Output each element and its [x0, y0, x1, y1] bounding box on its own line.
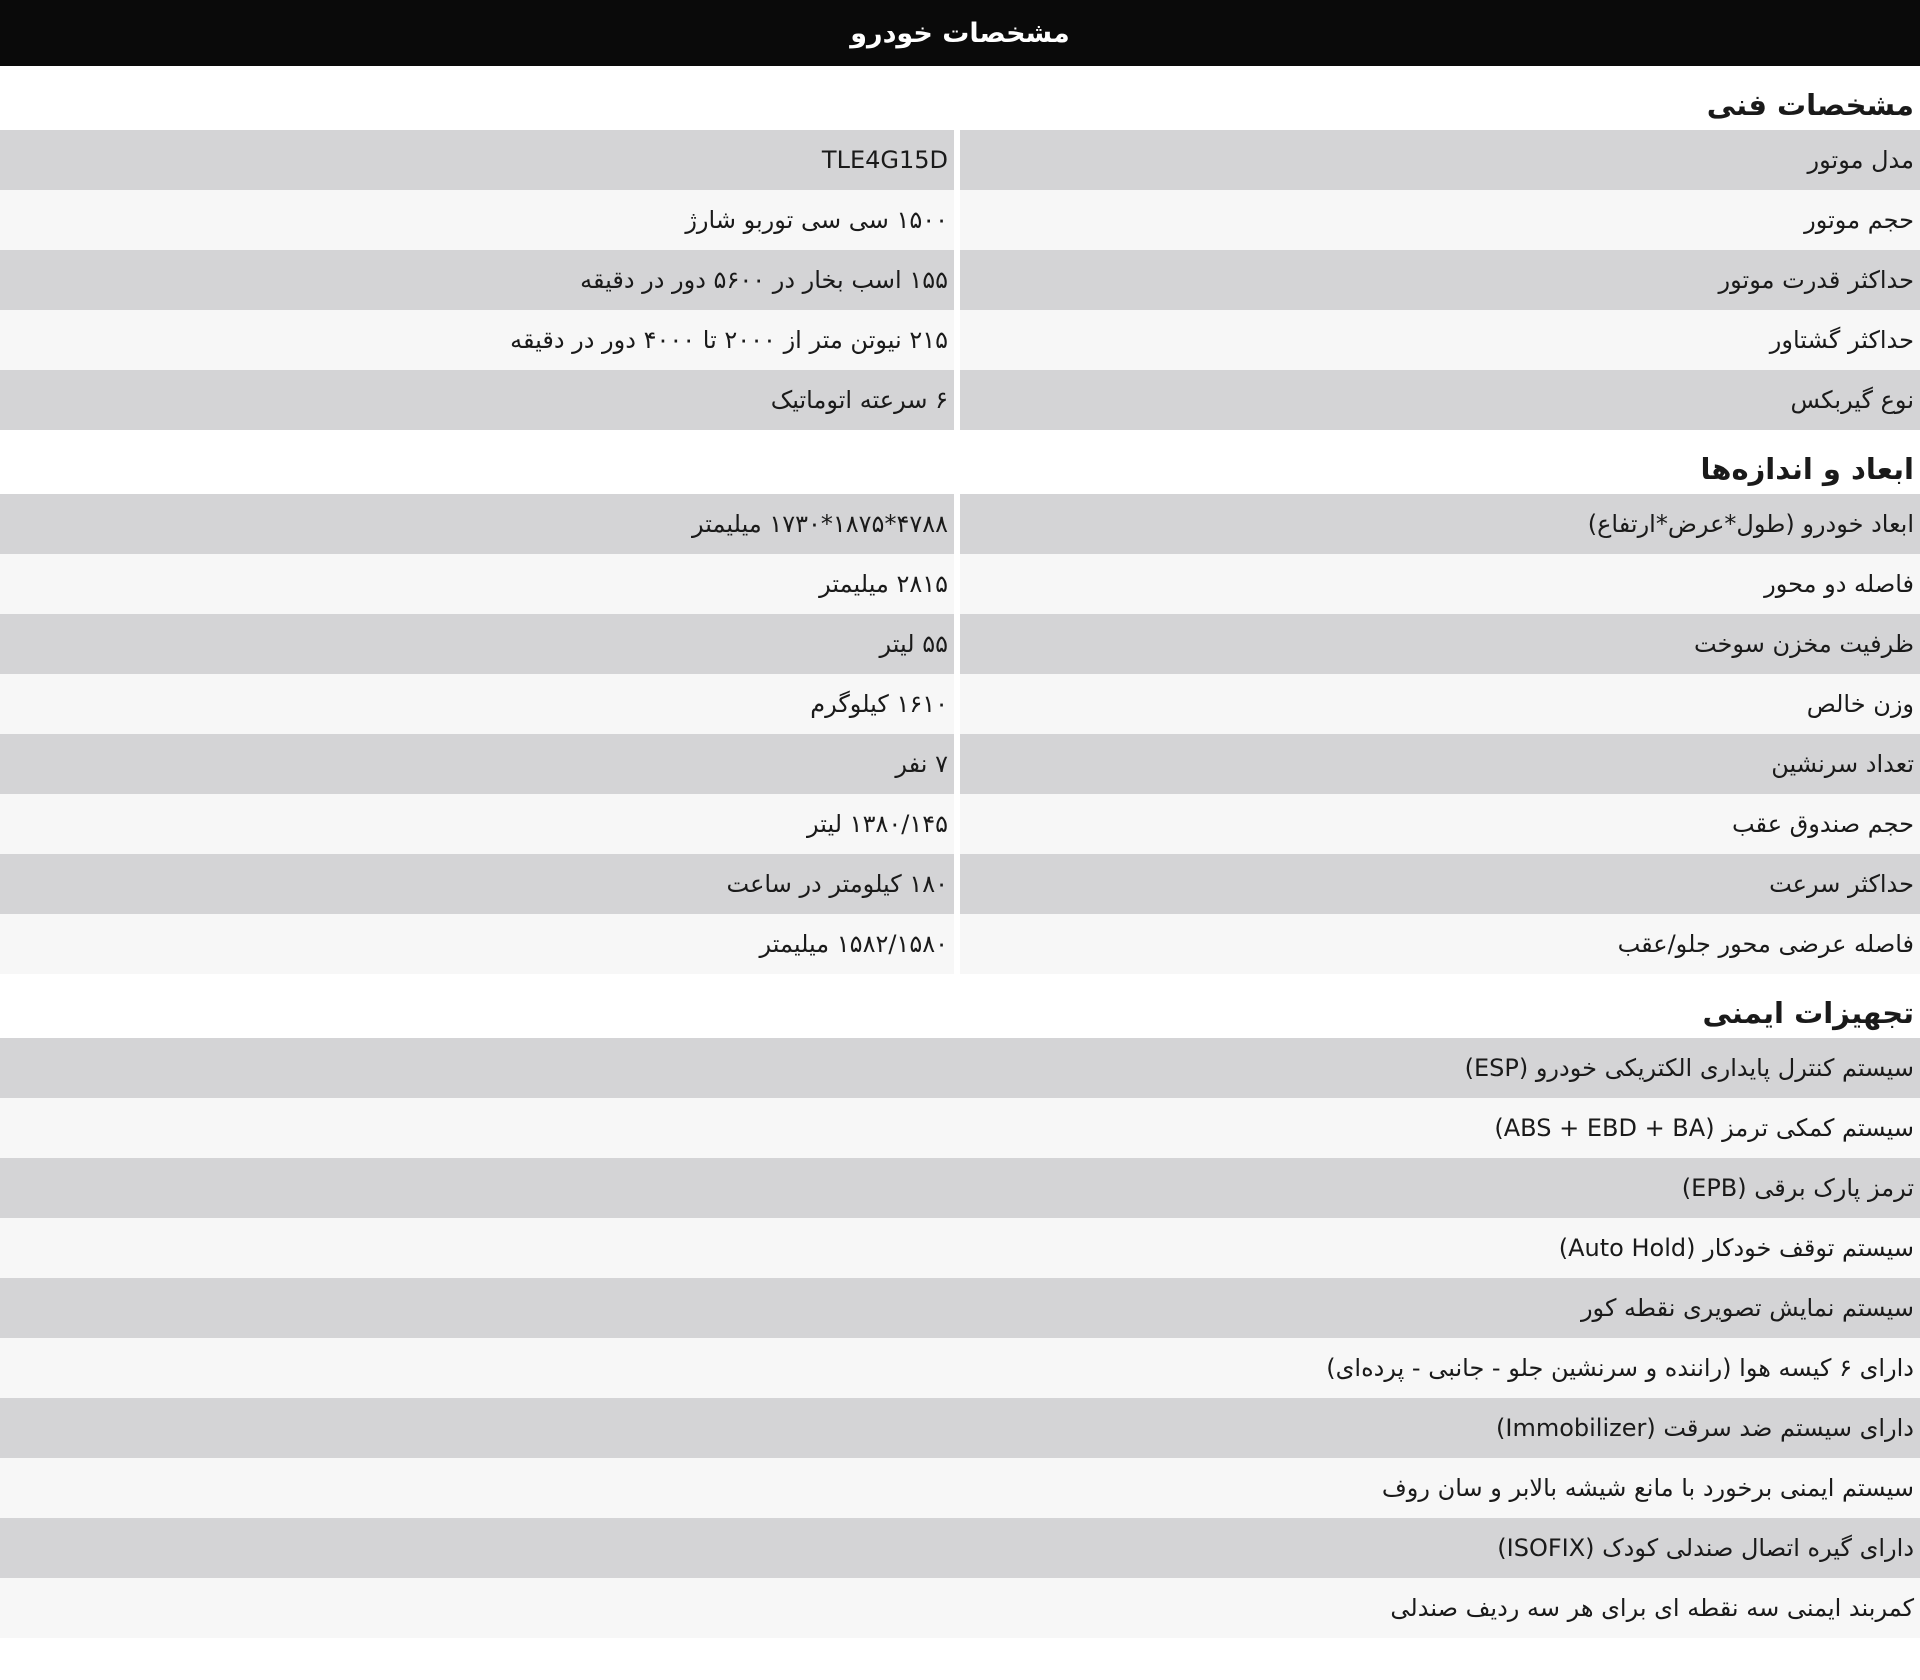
list-item [0, 1458, 1920, 1518]
column-divider [954, 130, 960, 190]
table-row [0, 190, 1920, 250]
table-row [0, 370, 1920, 430]
section-title-safety: تجهیزات ایمنی [0, 974, 1920, 1038]
column-divider [954, 310, 960, 370]
spec-value: ۱۶۱۰ کیلوگرم [810, 690, 948, 718]
table-row [0, 854, 1920, 914]
table-row [0, 130, 1920, 190]
spec-label: حداکثر قدرت موتور [1718, 266, 1914, 294]
safety-feature: سیستم توقف خودکار (Auto Hold) [1558, 1234, 1914, 1262]
safety-feature: ترمز پارک برقی (EPB) [1681, 1174, 1914, 1202]
safety-feature: دارای سیستم ضد سرقت (Immobilizer) [1496, 1414, 1914, 1442]
column-divider [954, 794, 960, 854]
spec-value: ۱۵۵ اسب بخار در ۵۶۰۰ دور در دقیقه [580, 266, 948, 294]
safety-feature: سیستم کمکی ترمز (ABS + EBD + BA) [1494, 1114, 1914, 1142]
table-row [0, 554, 1920, 614]
spec-label: حداکثر گشتاور [1769, 326, 1914, 354]
spec-value: ۴۷۸۸*۱۸۷۵*۱۷۳۰ میلیمتر [692, 510, 948, 538]
spec-value: ۱۵۸۲/۱۵۸۰ میلیمتر [759, 930, 948, 958]
table-row [0, 794, 1920, 854]
safety-feature: سیستم ایمنی برخورد با مانع شیشه بالابر و سان روف [1381, 1474, 1914, 1502]
table-row [0, 494, 1920, 554]
spec-value: ۲۱۵ نیوتن متر از ۲۰۰۰ تا ۴۰۰۰ دور در دقیقه [510, 326, 948, 354]
column-divider [954, 674, 960, 734]
spec-value: ۱۵۰۰ سی سی توربو شارژ [685, 206, 948, 234]
spec-label: فاصله دو محور [1764, 570, 1914, 598]
safety-feature: سیستم کنترل پایداری الکتریکی خودرو (ESP) [1464, 1054, 1914, 1082]
column-divider [954, 734, 960, 794]
list-item [0, 1518, 1920, 1578]
spec-label: ظرفیت مخزن سوخت [1693, 630, 1914, 658]
column-divider [954, 554, 960, 614]
spec-value: ۷ نفر [895, 750, 948, 778]
safety-feature: سیستم نمایش تصویری نقطه کور [1580, 1294, 1914, 1322]
list-item [0, 1158, 1920, 1218]
spec-value: ۲۸۱۵ میلیمتر [819, 570, 948, 598]
spec-value: TLE4G15D [821, 146, 948, 174]
safety-feature: دارای ۶ کیسه هوا (راننده و سرنشین جلو - جانبی - پرده‌ای) [1326, 1354, 1914, 1382]
spec-label: تعداد سرنشین [1771, 750, 1914, 778]
section-title-technical: مشخصات فنی [0, 66, 1920, 130]
spec-value: ۵۵ لیتر [879, 630, 948, 658]
section-title-dimensions: ابعاد و اندازه‌ها [0, 430, 1920, 494]
table-row [0, 674, 1920, 734]
column-divider [954, 250, 960, 310]
spec-label: حداکثر سرعت [1769, 870, 1914, 898]
column-divider [954, 914, 960, 974]
column-divider [954, 370, 960, 430]
spec-value: ۶ سرعته اتوماتیک [770, 386, 948, 414]
spec-label: ابعاد خودرو (طول*عرض*ارتفاع) [1587, 510, 1914, 538]
table-row [0, 914, 1920, 974]
table-row [0, 250, 1920, 310]
list-item [0, 1038, 1920, 1098]
list-item [0, 1338, 1920, 1398]
table-row [0, 734, 1920, 794]
safety-feature: دارای گیره اتصال صندلی کودک (ISOFIX) [1497, 1534, 1914, 1562]
list-item [0, 1098, 1920, 1158]
list-item [0, 1398, 1920, 1458]
column-divider [954, 614, 960, 674]
table-row [0, 614, 1920, 674]
spec-label: نوع گیربکس [1790, 386, 1914, 414]
spec-label: حجم صندوق عقب [1731, 810, 1914, 838]
spec-value: ۱۸۰ کیلومتر در ساعت [726, 870, 948, 898]
column-divider [954, 854, 960, 914]
spec-label: حجم موتور [1804, 206, 1914, 234]
safety-feature: کمربند ایمنی سه نقطه ای برای هر سه ردیف صندلی [1390, 1594, 1914, 1622]
list-item [0, 1278, 1920, 1338]
spec-value: ۱۳۸۰/۱۴۵ لیتر [807, 810, 948, 838]
page-title: مشخصات خودرو [0, 0, 1920, 66]
list-item [0, 1578, 1920, 1638]
spec-label: مدل موتور [1807, 146, 1914, 174]
spec-label: وزن خالص [1806, 690, 1914, 718]
table-row [0, 310, 1920, 370]
list-item [0, 1218, 1920, 1278]
column-divider [954, 494, 960, 554]
column-divider [954, 190, 960, 250]
spec-label: فاصله عرضی محور جلو/عقب [1617, 930, 1914, 958]
